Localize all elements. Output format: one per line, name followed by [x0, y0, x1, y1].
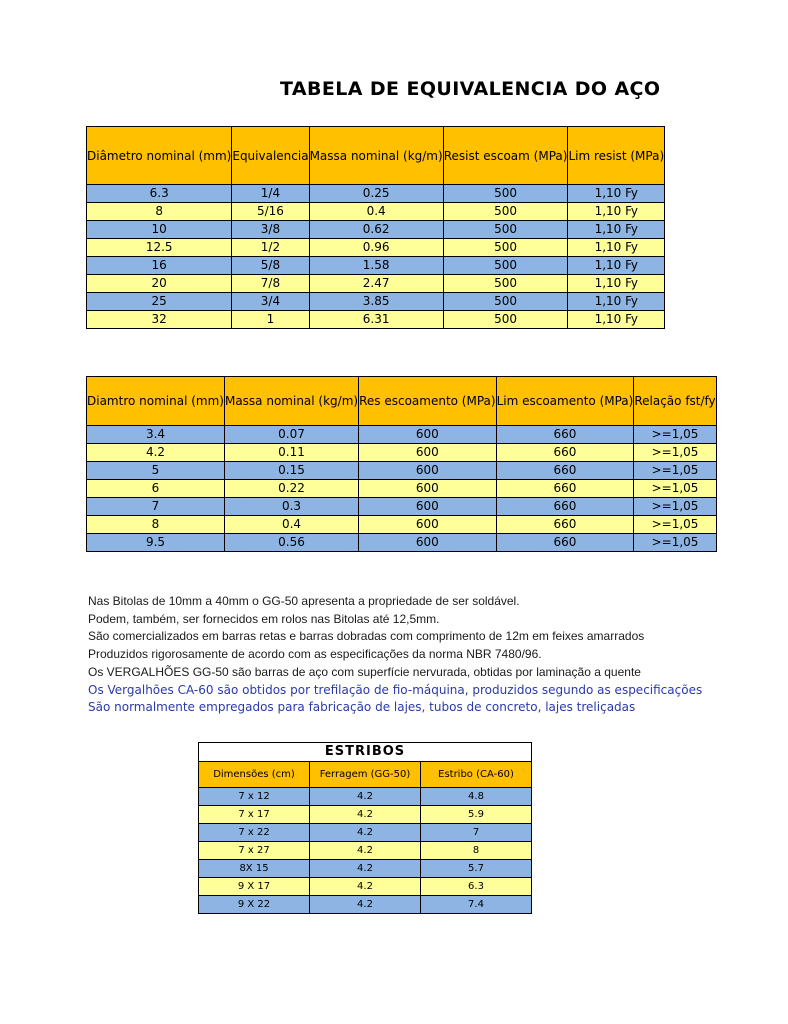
table-cell: 5/8	[232, 257, 309, 275]
table-cell: 7.4	[421, 896, 532, 914]
table-cell: 1.58	[309, 257, 443, 275]
table-row	[87, 516, 717, 534]
estribos-table	[198, 742, 532, 914]
column-header: Diâmetro nominal (mm)	[87, 127, 232, 185]
table-cell: 8	[87, 203, 232, 221]
table-cell: 8	[87, 516, 225, 534]
table-cell: 600	[359, 480, 496, 498]
table-cell: 3.85	[309, 293, 443, 311]
column-header: Res escoamento (MPa)	[359, 377, 496, 426]
column-header: Resist escoam (MPa)	[443, 127, 568, 185]
table-cell: 500	[443, 257, 568, 275]
column-header: Lim escoamento (MPa)	[496, 377, 634, 426]
table-cell: 0.4	[309, 203, 443, 221]
table-cell: 1	[232, 311, 309, 329]
table-cell: 4.2	[310, 896, 421, 914]
table-cell: 0.25	[309, 185, 443, 203]
table-cell: 660	[496, 534, 634, 552]
table-cell: 1,10 Fy	[568, 185, 665, 203]
table-cell: 660	[496, 444, 634, 462]
wire-properties-table	[86, 376, 717, 552]
table-cell: 660	[496, 426, 634, 444]
table-cell: 0.15	[224, 462, 358, 480]
table-cell: 6	[87, 480, 225, 498]
table-cell: 600	[359, 516, 496, 534]
table-row	[87, 185, 665, 203]
table-cell: 0.3	[224, 498, 358, 516]
table-cell: 500	[443, 239, 568, 257]
table-row	[87, 462, 717, 480]
table-cell: 32	[87, 311, 232, 329]
note-line: São normalmente empregados para fabricação de lajes, tubos de concreto, lajes treliçadas	[88, 700, 636, 715]
table-cell: 0.22	[224, 480, 358, 498]
table-row	[87, 426, 717, 444]
table-cell: 660	[496, 480, 634, 498]
table-cell: 3.4	[87, 426, 225, 444]
table-cell: >=1,05	[634, 498, 716, 516]
table-cell: 20	[87, 275, 232, 293]
table-row	[199, 878, 532, 896]
table-cell: 0.56	[224, 534, 358, 552]
column-header: Ferragem (GG-50)	[310, 762, 421, 788]
table-cell: 8	[421, 842, 532, 860]
note-line: São comercializados em barras retas e barras dobradas com comprimento de 12m em feixes amarrados	[88, 629, 645, 644]
table-cell: 4.2	[310, 860, 421, 878]
table-cell: 1,10 Fy	[568, 311, 665, 329]
table-cell: >=1,05	[634, 480, 716, 498]
table-cell: >=1,05	[634, 444, 716, 462]
table-row	[199, 842, 532, 860]
table-row	[87, 311, 665, 329]
table-cell: 4.2	[310, 806, 421, 824]
table-cell: 4.2	[310, 824, 421, 842]
table-row	[87, 293, 665, 311]
table-cell: 4.2	[310, 878, 421, 896]
note-line: Os VERGALHÕES GG-50 são barras de aço com superfície nervurada, obtidas por laminação a quente	[88, 664, 641, 679]
table-cell: 500	[443, 293, 568, 311]
table-cell: 500	[443, 185, 568, 203]
table-cell: 660	[496, 498, 634, 516]
table-cell: 5	[87, 462, 225, 480]
table-cell: 12.5	[87, 239, 232, 257]
table-row	[87, 480, 717, 498]
table-cell: 600	[359, 534, 496, 552]
table-row	[199, 806, 532, 824]
table-cell: 2.47	[309, 275, 443, 293]
note-line: Podem, também, ser fornecidos em rolos nas Bitolas até 12,5mm.	[88, 611, 440, 626]
table-cell: 1,10 Fy	[568, 293, 665, 311]
column-header: Estribo (CA-60)	[421, 762, 532, 788]
table-cell: 500	[443, 203, 568, 221]
table-cell: 5/16	[232, 203, 309, 221]
table-cell: 1,10 Fy	[568, 239, 665, 257]
table-row	[199, 860, 532, 878]
table-row	[199, 896, 532, 914]
table-cell: 0.11	[224, 444, 358, 462]
table-row	[87, 239, 665, 257]
table-cell: >=1,05	[634, 534, 716, 552]
table-cell: 6.3	[421, 878, 532, 896]
notes-text	[88, 593, 788, 717]
table-row	[87, 534, 717, 552]
page-title: TABELA DE EQUIVALENCIA DO AÇO	[280, 78, 661, 100]
note-line: Os Vergalhões CA-60 são obtidos por trefilação de fio-máquina, produzidos segundo as especificações	[88, 682, 703, 697]
table-cell: 9 X 22	[199, 896, 310, 914]
table-caption: ESTRIBOS	[199, 743, 532, 762]
column-header: Dimensões (cm)	[199, 762, 310, 788]
table-row	[87, 221, 665, 239]
table-cell: 3/8	[232, 221, 309, 239]
table-cell: 9.5	[87, 534, 225, 552]
column-header: Diamtro nominal (mm)	[87, 377, 225, 426]
table-cell: 0.4	[224, 516, 358, 534]
table-cell: 25	[87, 293, 232, 311]
table-cell: 0.96	[309, 239, 443, 257]
table-cell: 0.07	[224, 426, 358, 444]
table-cell: 9 X 17	[199, 878, 310, 896]
table-cell: 16	[87, 257, 232, 275]
table-row	[87, 444, 717, 462]
table-cell: 4.2	[310, 842, 421, 860]
table-cell: 1,10 Fy	[568, 203, 665, 221]
column-header: Massa nominal (kg/m)	[224, 377, 358, 426]
column-header: Massa nominal (kg/m)	[309, 127, 443, 185]
table-cell: 7 x 27	[199, 842, 310, 860]
table-cell: 3/4	[232, 293, 309, 311]
table-row	[87, 257, 665, 275]
table-cell: 1/2	[232, 239, 309, 257]
table-cell: >=1,05	[634, 462, 716, 480]
table-cell: 7/8	[232, 275, 309, 293]
table-cell: 600	[359, 444, 496, 462]
table-cell: 500	[443, 311, 568, 329]
table-cell: 600	[359, 426, 496, 444]
column-header: Relação fst/fy	[634, 377, 716, 426]
table-cell: 4.8	[421, 788, 532, 806]
table-cell: >=1,05	[634, 426, 716, 444]
table-cell: 10	[87, 221, 232, 239]
table-cell: 600	[359, 462, 496, 480]
column-header: Equivalencia	[232, 127, 309, 185]
table-cell: 1,10 Fy	[568, 275, 665, 293]
table-cell: 8X 15	[199, 860, 310, 878]
table-cell: 7 x 12	[199, 788, 310, 806]
table-cell: 0.62	[309, 221, 443, 239]
table-cell: 6.3	[87, 185, 232, 203]
table-cell: 7 x 17	[199, 806, 310, 824]
note-line: Produzidos rigorosamente de acordo com as especificações da norma NBR 7480/96.	[88, 647, 542, 662]
table-cell: 5.9	[421, 806, 532, 824]
table-cell: 5.7	[421, 860, 532, 878]
table-row	[87, 498, 717, 516]
table-cell: 500	[443, 221, 568, 239]
table-cell: 4.2	[310, 788, 421, 806]
table-cell: 500	[443, 275, 568, 293]
table-cell: 6.31	[309, 311, 443, 329]
table-cell: 7	[87, 498, 225, 516]
table-cell: 660	[496, 462, 634, 480]
table-cell: 4.2	[87, 444, 225, 462]
table-cell: 1,10 Fy	[568, 257, 665, 275]
table-row	[87, 275, 665, 293]
table-cell: >=1,05	[634, 516, 716, 534]
table-row	[199, 824, 532, 842]
table-cell: 1,10 Fy	[568, 221, 665, 239]
table-cell: 660	[496, 516, 634, 534]
steel-equivalence-table	[86, 126, 665, 329]
table-cell: 600	[359, 498, 496, 516]
table-cell: 1/4	[232, 185, 309, 203]
column-header: Lim resist (MPa)	[568, 127, 665, 185]
table-row	[199, 788, 532, 806]
note-line: Nas Bitolas de 10mm a 40mm o GG-50 apresenta a propriedade de ser soldável.	[88, 594, 520, 608]
table-cell: 7 x 22	[199, 824, 310, 842]
table-cell: 7	[421, 824, 532, 842]
table-row	[87, 203, 665, 221]
